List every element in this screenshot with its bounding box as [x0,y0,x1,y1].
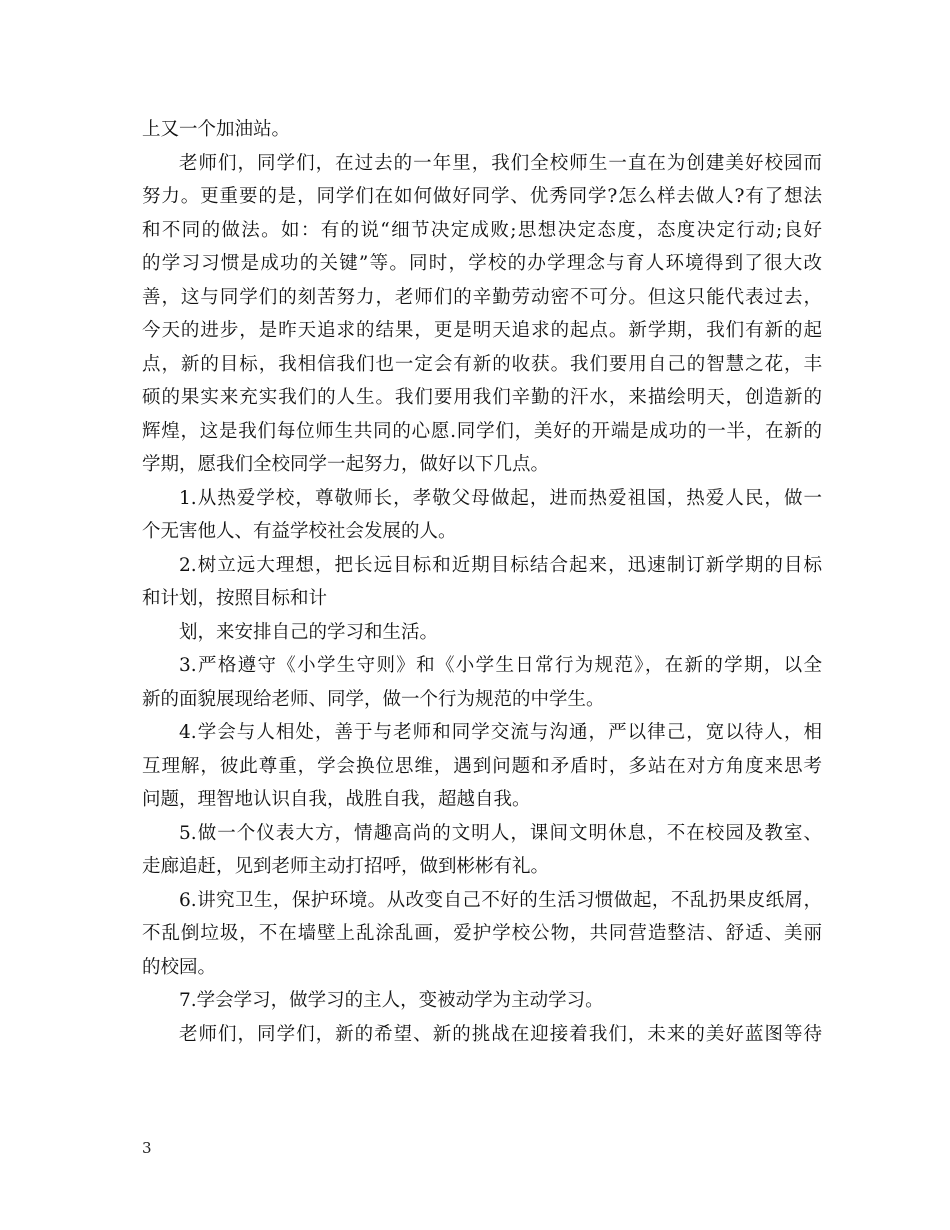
page-number: 3 [142,1139,152,1157]
text-line: 新的面貌展现给老师、同学，做一个行为规范的中学生。 [142,688,605,710]
text-line: 的学习习惯是成功的关键”等。同时，学校的办学理念与育人环境得到了很大改 [142,253,822,274]
text-line: 问题，理智地认识自我，战胜自我，超越自我。 [142,789,531,810]
text-line: 学期，愿我们全校同学一起努力，做好以下几点。 [142,454,550,475]
text-line: 辉煌，这是我们每位师生共同的心愿.同学们，美好的开端是成功的一半，在新的 [142,420,822,442]
text-line: 6.讲究卫生，保护环境。从改变自己不好的生活习惯做起，不乱扔果皮纸屑， [179,889,822,911]
text-line: 个无害他人、有益学校社会发展的人。 [142,521,457,542]
text-line: 互理解，彼此尊重，学会换位思维，遇到问题和矛盾时，多站在对方角度来思考 [142,755,822,777]
text-line: 和计划，按照目标和计 [142,588,328,609]
text-line: 努力。更重要的是，同学们在如何做好同学、优秀同学?怎么样去做人?有了想法 [142,186,822,207]
text-line: 4.学会与人相处，善于与老师和同学交流与沟通，严以律己，宽以待人，相 [179,722,822,743]
text-line: 上又一个加油站。 [142,119,291,140]
text-line: 3.严格遵守《小学生守则》和《小学生日常行为规范》，在新的学期，以全 [179,655,822,676]
text-line: 7.学会学习，做学习的主人，变被动学为主动学习。 [179,990,604,1011]
text-line: 2.树立远大理想，把长远目标和近期目标结合起来，迅速制订新学期的目标 [179,554,822,576]
text-line: 不乱倒垃圾，不在墙壁上乱涂乱画，爱护学校公物，共同营造整洁、舒适、美丽 [142,923,822,944]
text-line: 老师们，同学们，新的希望、新的挑战在迎接着我们，未来的美好蓝图等待 [179,1023,822,1045]
text-line: 和不同的做法。如：有的说“细节决定成败;思想决定态度，态度决定行动;良好 [142,219,822,241]
text-line: 的校园。 [142,956,217,978]
text-line: 5.做一个仪表大方，情趣高尚的文明人，课间文明休息，不在校园及教室、 [179,822,822,844]
text-line: 善，这与同学们的刻苦努力，老师们的辛勤劳动密不可分。但这只能代表过去， [142,286,822,308]
text-line: 划，来安排自己的学习和生活。 [179,621,439,643]
text-line: 老师们，同学们，在过去的一年里，我们全校师生一直在为创建美好校园而 [179,152,822,174]
text-line: 1.从热爱学校，尊敬师长，孝敬父母做起，进而热爱祖国，热爱人民，做一 [179,487,822,509]
text-line: 走廊追赶，见到老师主动打招呼，做到彬彬有礼。 [142,856,550,877]
text-line: 点，新的目标，我相信我们也一定会有新的收获。我们要用自己的智慧之花，丰 [142,353,822,375]
text-line: 今天的进步，是昨天追求的结果，更是明天追求的起点。新学期，我们有新的起 [142,320,822,341]
document-body [142,113,822,1051]
text-line: 硕的果实来充实我们的人生。我们要用我们辛勤的汗水，来描绘明天，创造新的 [142,387,822,408]
